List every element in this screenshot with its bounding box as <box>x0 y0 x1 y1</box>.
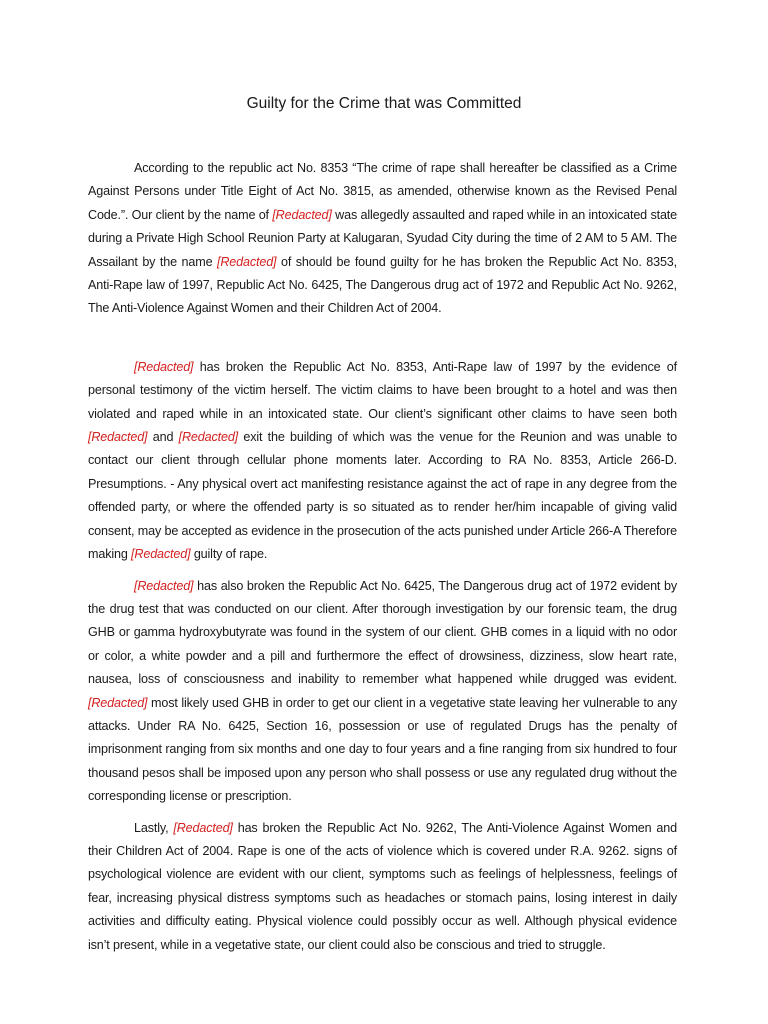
document-body <box>88 157 677 957</box>
paragraph-1 <box>88 157 677 321</box>
document-title: Guilty for the Crime that was Committed <box>246 95 522 112</box>
paragraph-text: has broken the Republic Act No. 8353, Anti-Rape law of 1997 by the evidence of personal testimony of the victim herself. The victim claims to have been brought to a hotel and was then violated and raped while in an intoxicated state. Our client’s significant other claims to have seen both <box>88 359 677 421</box>
paragraph-text: exit the building of which was the venue for the Reunion and was unable to contact our client through cellular phone moments later. According to RA No. 8353, Article 266-D. Presumptions. - Any physical overt act manifesting resistance against the act of rape in any degree from the offended party, or where the offended party is so situated as to render her/him incapable of giving valid consent, may be accepted as evidence in the prosecution of the acts punished under Article 266-A Therefore making <box>88 430 677 562</box>
paragraph-text: has broken the Republic Act No. 9262, The Anti-Violence Against Women and their Children Act of 2004. Rape is one of the acts of violence which is covered under R.A. 9262. signs of psychological violence are evident with our client, symptoms such as feelings of helplessness, feelings of fear, increasing physical distress symptoms such as headaches or stomach pains, losing interest in daily activities and difficulty eating. Physical violence could possibly occur as well. Although physical evidence isn’t present, while in a vegetative state, our client could also be conscious and tried to struggle. <box>88 820 677 952</box>
paragraph-text: of should be found guilty for he has broken the Republic Act No. 8353, Anti-Rape law of 1997, Republic Act No. 6425, The Dangerous drug act of 1972 and Republic Act No. 9262, The Anti-Violence Against Women and their Children Act of 2004. <box>88 254 678 316</box>
paragraph-text: Lastly, <box>134 820 174 835</box>
redacted-name: [Redacted] <box>88 695 148 710</box>
paragraph-text: was allegedly assaulted and raped while in an intoxicated state during a Private High School Reunion Party at Kalugaran, Syudad City during the time of 2 AM to 5 AM. The Assailant by the name <box>88 207 677 269</box>
paragraph-3 <box>88 575 677 809</box>
redacted-name: [Redacted] <box>272 207 332 222</box>
paragraph-text: has also broken the Republic Act No. 6425, The Dangerous drug act of 1972 evident by the drug test that was conducted on our client. After thorough investigation by our forensic team, the drug GHB or gamma hydroxybutyrate was found in the system of our client. GHB comes in a liquid with no odor or color, a white powder and a pill and furthermore the effect of drowsiness, dizziness, slow heart rate, nausea, loss of consciousness and inability to remember what happened while drugged was evident. <box>88 578 677 687</box>
redacted-name: [Redacted] <box>134 578 194 593</box>
paragraph-text: According to the republic act No. 8353 “The crime of rape shall hereafter be classified as a Crime Against Persons under Title Eight of Act No. 3815, as amended, otherwise known as the Revised Penal Code.”. Our client by the name of <box>88 161 677 222</box>
redacted-name: [Redacted] <box>131 547 191 562</box>
redacted-name: [Redacted] <box>217 254 277 269</box>
paragraph-4 <box>88 817 677 957</box>
redacted-name: [Redacted] <box>173 820 233 835</box>
redacted-name: [Redacted] <box>134 359 194 374</box>
paragraph-2 <box>88 356 677 567</box>
paragraph-text: most likely used GHB in order to get our client in a vegetative state leaving her vulnerable to any attacks. Under RA No. 6425, Section 16, possession or use of regulated Drugs has the penalty of imprisonment ranging from six months and one day to four years and a fine ranging from six hundred to four thousand pesos shall be imposed upon any person who shall possess or use any regulated drug without the corresponding license or prescription. <box>88 695 677 804</box>
paragraph-text: and <box>147 430 179 445</box>
redacted-name: [Redacted] <box>178 430 239 445</box>
paragraph-text: guilty of rape. <box>190 547 268 562</box>
redacted-name: [Redacted] <box>88 430 148 445</box>
